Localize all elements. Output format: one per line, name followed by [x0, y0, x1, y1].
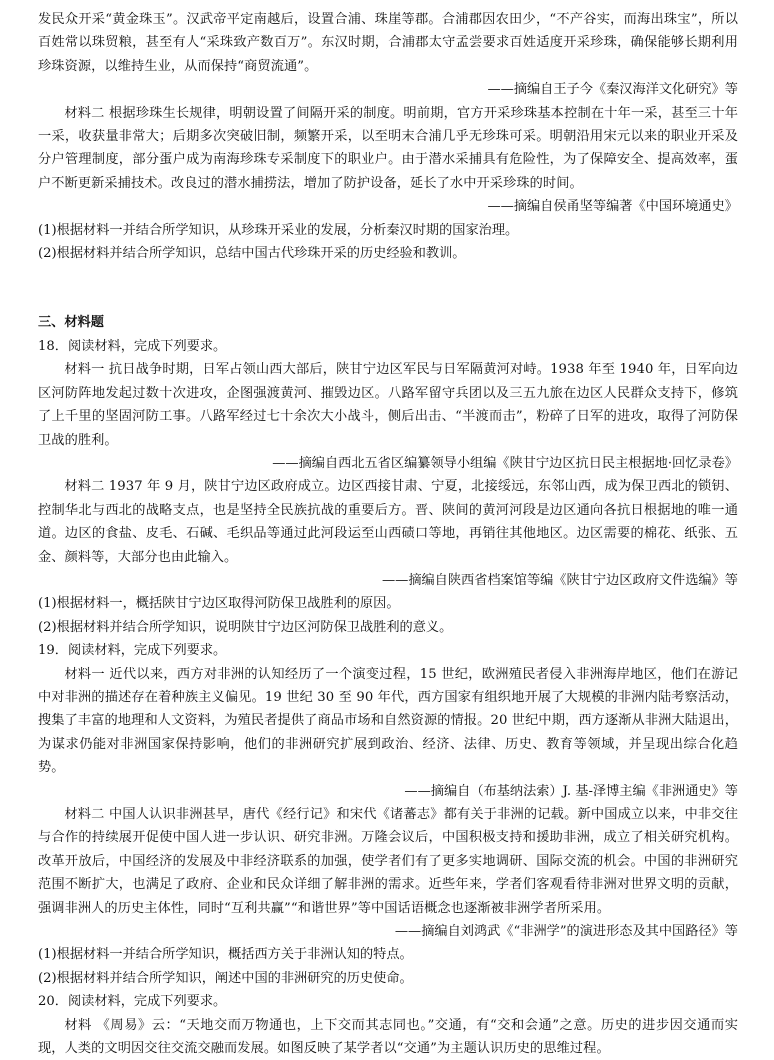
material-paragraph: 材料一 近代以来，西方对非洲的认知经历了一个演变过程，15 世纪，欧洲殖民者侵入非洲海岸地区，他们在游记中对非洲的描述存在着种族主义偏见。19 世纪 30 至 90 年代，西方国家有组织地开展了大规模的非洲内陆考察活动，搜集了丰富的地理和人文资料，为殖民者提供了商品市场和自然资源的情报。20 世纪中期，西方逐渐从非洲大陆退出，为谋求仍能对非洲国家保持影响，他们的非洲研究扩展到政治、经济、法律、历史、教育等领域，并呈现出综合化趋势。	[38, 666, 738, 776]
source-citation: ——摘编自（布基纳法索）J. 基-泽博主编《非洲通史》等	[404, 783, 738, 799]
material-paragraph: 材料二 中国人认识非洲甚早，唐代《经行记》和宋代《诸蕃志》都有关于非洲的记载。新中国成立以来，中非交往与合作的持续展开促使中国人进一步认识、研究非洲。万隆会议后，中国积极支持和援助非洲，成立了相关研究机构。改革开放后，中国经济的发展及中非经济联系的加强，使学者们有了更多实地调研、国际交流的机会。中国的非洲研究范围不断扩大，也满足了政府、企业和民众详细了解非洲的需求。近些年来，学者们客观看待非洲对世界文明的贡献，强调非洲人的历史主体性，同时“互利共赢”“和谐世界”等中国话语概念也逐渐被非洲学者所采用。	[38, 807, 738, 916]
source-citation: ——摘编自刘鸿武《“非洲学”的演进形态及其中国路径》等	[394, 924, 738, 940]
material-paragraph: 材料 《周易》云：“天地交而万物通也，上下交而其志同也。”交通，有“交和会通”之意。历史的进步因交通而实现，人类的文明因交往交流交融而发展。如图反映了某学者以“交通”为主题认识历史的思维过程。	[38, 1017, 738, 1057]
material-paragraph: 材料二 根据珍珠生长规律，明朝设置了间隔开采的制度。明前期，官方开采珍珠基本控制在十年一采，甚至三十年一采，收获量非常大；后期多次突破旧制，频繁开采，以至明末合浦几乎无珍珠可采。明朝沿用宋元以来的职业开采及分户管理制度，部分蛋户成为南海珍珠专采制度下的职业户。由于潜水采捕具有危险性，为了保障安全、提高效率，蛋户不断更新采捕技术。改良过的潜水捕捞法，增加了防护设备，延长了水中开采珍珠的时间。	[38, 105, 738, 191]
exam-page	[38, 8, 738, 1060]
source-citation: ——摘编自西北五省区编纂领导小组编《陕甘宁边区抗日民主根据地·回忆录卷》	[272, 455, 738, 471]
section-title: 三、材料题	[38, 315, 104, 331]
question-heading: 20．阅读材料，完成下列要求。	[38, 994, 227, 1010]
material-paragraph: 发民众开采“黄金珠玉”。汉武帝平定南越后，设置合浦、珠崖等郡。合浦郡因农田少，“不产谷实，而海出珠宝”，所以百姓常以珠贸粮，甚至有人“采珠致产数百万”。东汉时期，合浦郡太守孟尝要求百姓适度开采珍珠，确保能够长期利用珍珠资源，以维持生业，从而保持“商贸流通”。	[38, 12, 738, 74]
question-heading: 18．阅读材料，完成下列要求。	[38, 338, 227, 354]
source-citation: ——摘编自王子今《秦汉海洋文化研究》等	[487, 82, 738, 98]
material-paragraph: 材料一 抗日战争时期，日军占领山西大部后，陕甘宁边区军民与日军隔黄河对峙。1938 年至 1940 年，日军向边区河防阵地发起过数十次进攻，企图强渡黄河、摧毁边区。八路军留守兵团以及三五九旅在边区人民群众支持下，修筑了上千里的坚固河防工事。八路军经过七十余次大小战斗，侧后出击、“半渡而击”，粉碎了日军的进攻，取得了河防保卫战的胜利。	[38, 362, 738, 448]
question-item: (1)根据材料一并结合所学知识，概括西方关于非洲认知的特点。	[38, 947, 413, 963]
question-heading: 19．阅读材料，完成下列要求。	[38, 643, 227, 659]
source-citation: ——摘编自侯甬坚等编著《中国环境通史》	[487, 199, 738, 215]
question-item: (2)根据材料并结合所学知识，总结中国古代珍珠开采的历史经验和教训。	[38, 246, 466, 262]
question-item: (2)根据材料并结合所学知识，说明陕甘宁边区河防保卫战胜利的意义。	[38, 619, 453, 635]
question-item: (2)根据材料并结合所学知识，阐述中国的非洲研究的历史使命。	[38, 970, 413, 986]
spacer	[38, 265, 738, 311]
material-paragraph: 材料二 1937 年 9 月，陕甘宁边区政府成立。边区西接甘肃、宁夏，北接绥远，东邻山西，成为保卫西北的锁钥、控制华北与西北的战略支点，也是坚持全民族抗战的重要后方。晋、陕间的黄河河段是边区通向各抗日根据地的唯一通道。边区的食盐、皮毛、石碱、毛织品等通过此河段运至山西碛口等地，再销往其他地区。边区需要的棉花、纸张、五金、颜料等，大部分也由此输入。	[38, 479, 738, 565]
source-citation: ——摘编自陕西省档案馆等编《陕甘宁边区政府文件选编》等	[381, 572, 738, 588]
question-item: (1)根据材料一，概括陕甘宁边区取得河防保卫战胜利的原因。	[38, 596, 400, 612]
question-item: (1)根据材料一并结合所学知识，从珍珠开采业的发展，分析秦汉时期的国家治理。	[38, 222, 519, 238]
